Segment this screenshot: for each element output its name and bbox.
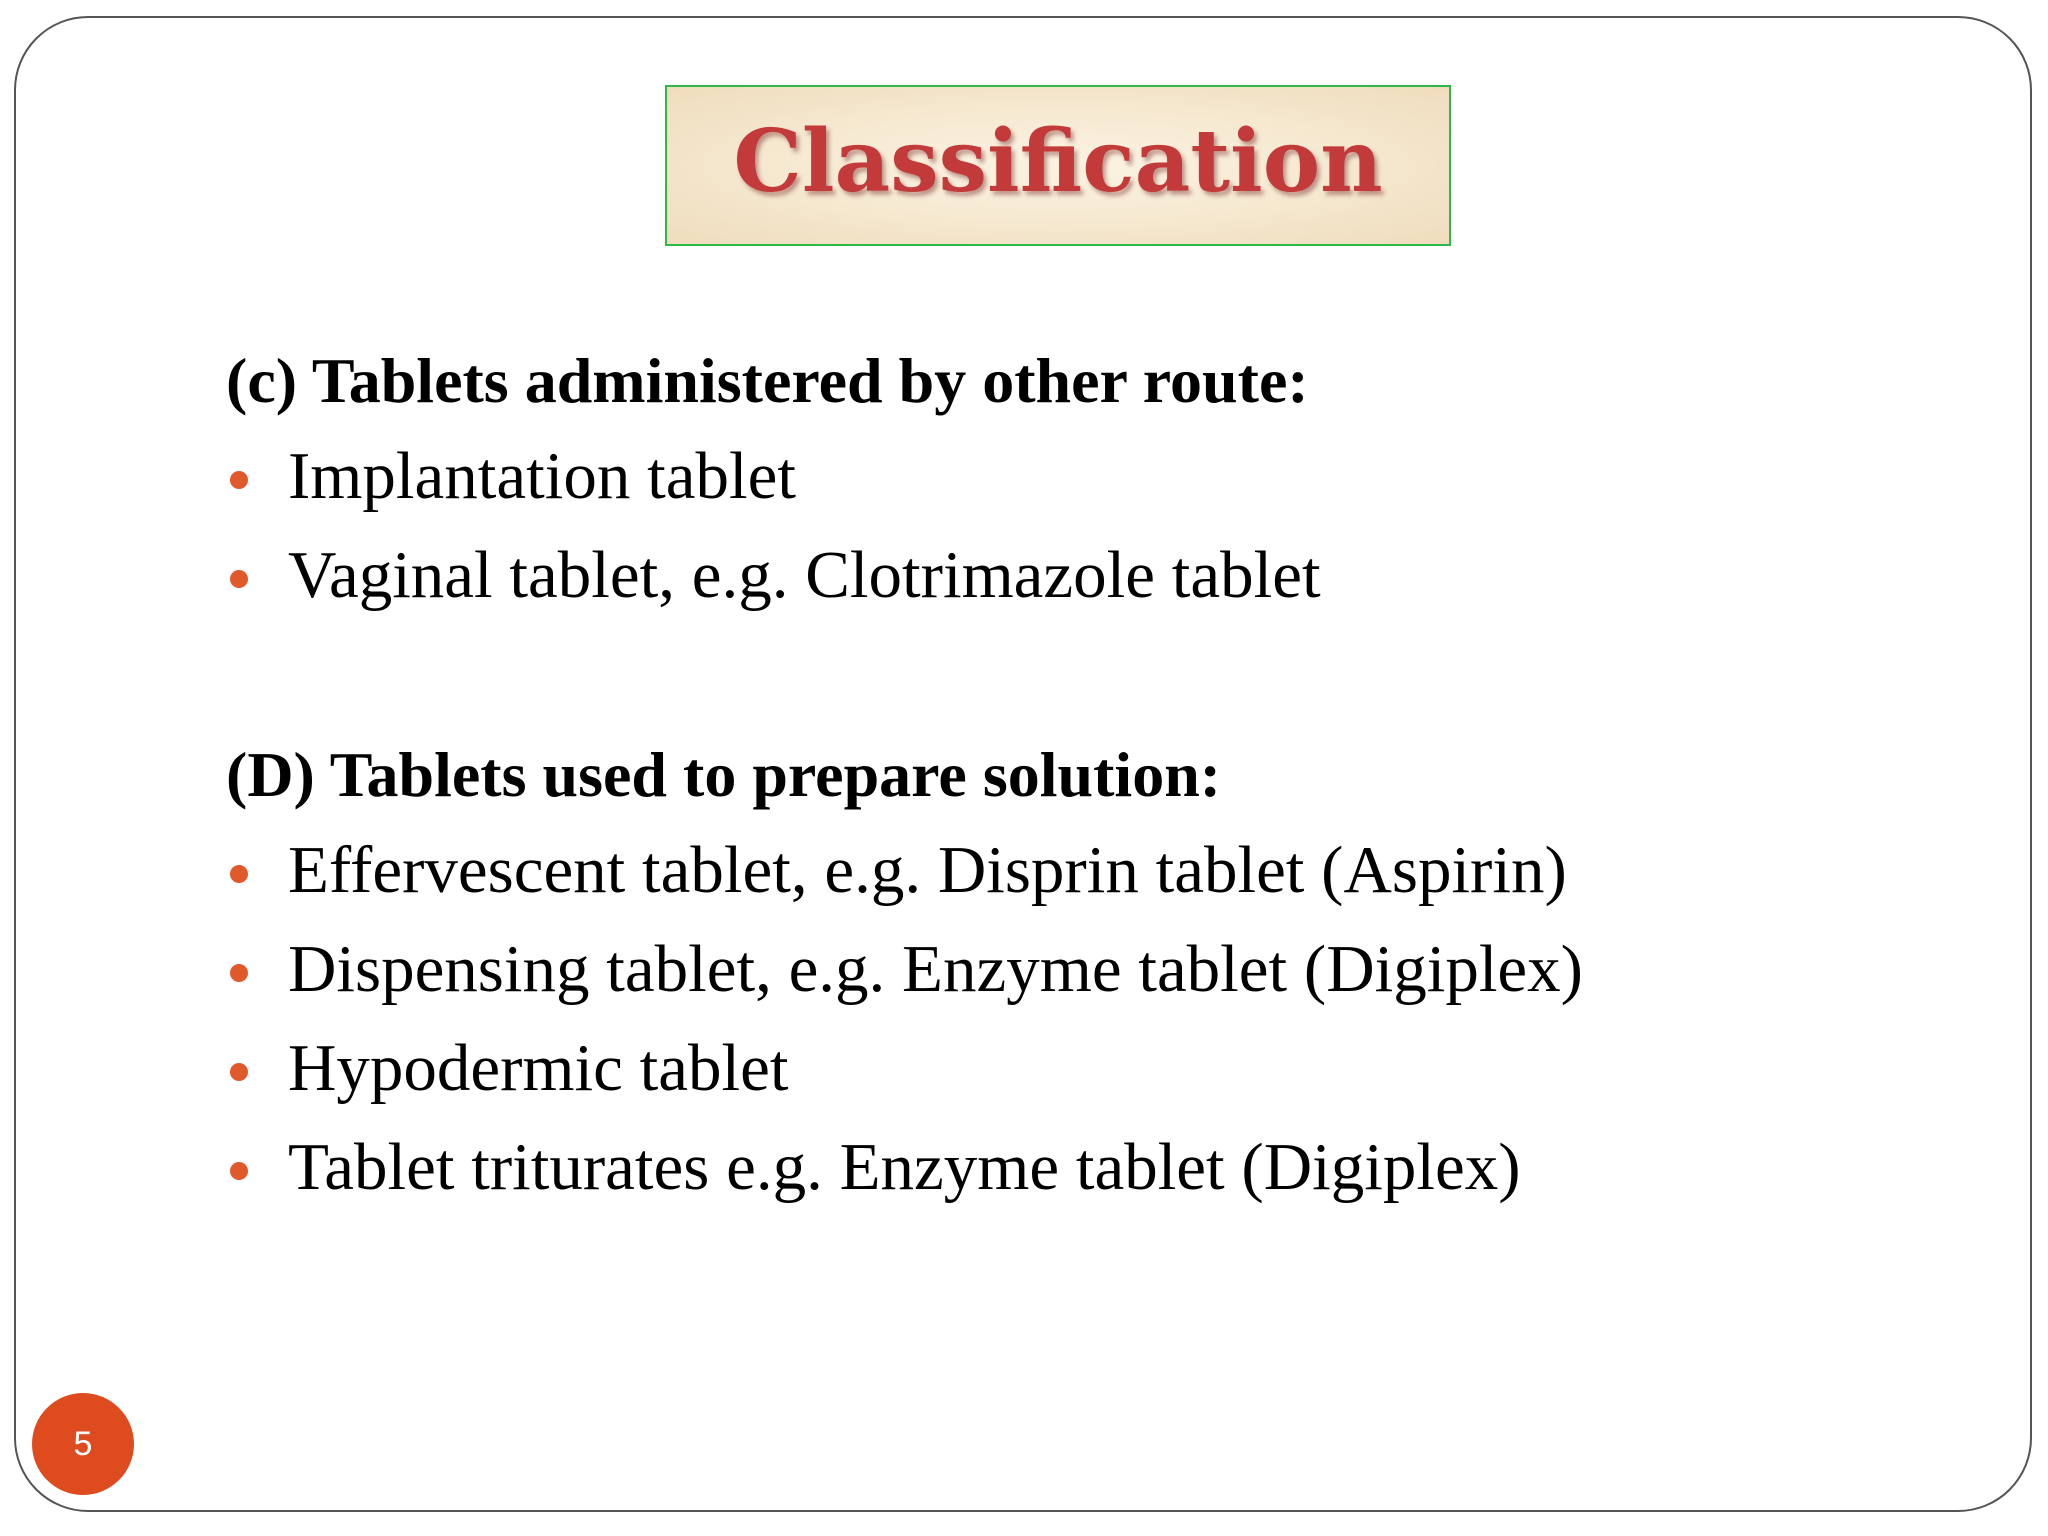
slide-body [226, 335, 1926, 1217]
bullet-icon [230, 471, 248, 489]
list-item-text: Effervescent tablet, e.g. Disprin tablet (Aspirin) [288, 833, 1567, 907]
list-item [226, 1019, 1926, 1118]
list-item [226, 920, 1926, 1019]
list-item [226, 1118, 1926, 1217]
list-item [226, 821, 1926, 920]
page-number: 5 [73, 1424, 93, 1463]
bullet-list [226, 427, 1926, 625]
list-item [226, 526, 1926, 625]
bullet-icon [230, 1162, 248, 1180]
section-heading: (D) Tablets used to prepare solution: [226, 739, 1222, 810]
bullet-icon [230, 865, 248, 883]
section-heading: (c) Tablets administered by other route: [226, 345, 1309, 416]
bullet-icon [230, 570, 248, 588]
page-number-badge [32, 1393, 134, 1495]
section-other-route [226, 335, 1926, 625]
list-item-text: Tablet triturates e.g. Enzyme tablet (Digiplex) [288, 1130, 1521, 1204]
title-banner [665, 85, 1451, 246]
list-item-text: Dispensing tablet, e.g. Enzyme tablet (Digiplex) [288, 932, 1583, 1006]
bullet-icon [230, 1063, 248, 1081]
bullet-icon [230, 964, 248, 982]
slide-title: Classification [733, 111, 1383, 212]
list-item-text: Implantation tablet [288, 439, 796, 513]
section-prepare-solution [226, 729, 1926, 1217]
list-item-text: Hypodermic tablet [288, 1031, 789, 1105]
list-item [226, 427, 1926, 526]
section-spacer [226, 625, 1926, 729]
list-item-text: Vaginal tablet, e.g. Clotrimazole tablet [288, 538, 1321, 612]
bullet-list [226, 821, 1926, 1217]
